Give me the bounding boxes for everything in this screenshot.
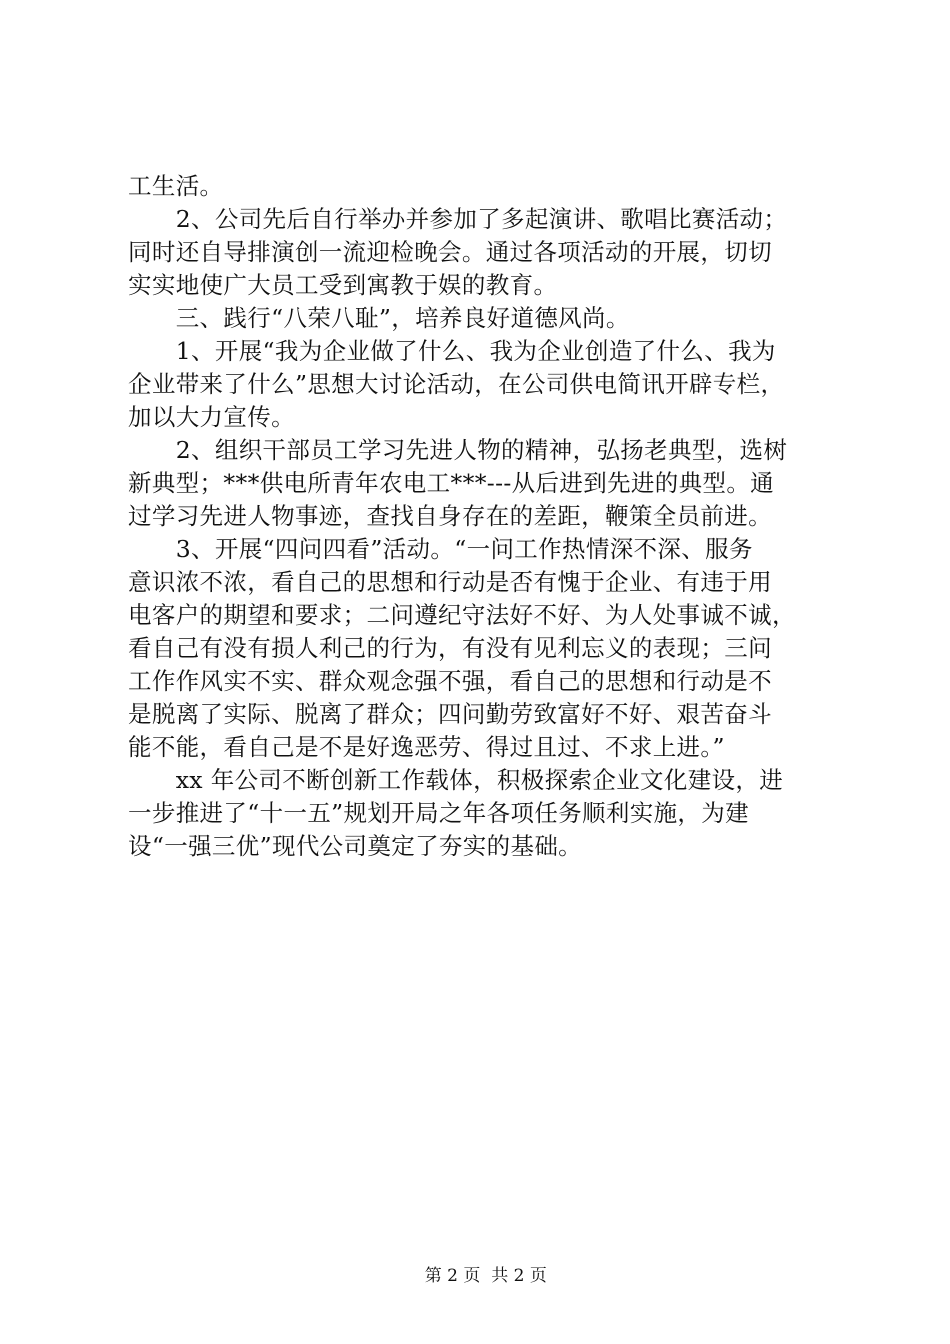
text-line: 实实地使广大员工受到寓教于娱的教育。 <box>128 271 558 299</box>
text-line: 工生活。 <box>128 172 224 200</box>
text-line: 一步推进了“十一五”规划开局之年各项任务顺利实施，为建 <box>128 799 749 827</box>
section-heading: 三、践行“八荣八耻”，培养良好道德风尚。 <box>128 304 630 332</box>
text-line: 能不能，看自己是不是好逸恶劳、得过且过、不求上进。” <box>128 733 725 761</box>
text-line: 设“一强三优”现代公司奠定了夯实的基础。 <box>128 832 583 860</box>
page-footer <box>0 1243 950 1309</box>
text-line: xx 年公司不断创新工作载体，积极探索企业文化建设，进 <box>128 766 784 794</box>
text-line: 电客户的期望和要求；二问遵纪守法好不好、为人处事诚不诚， <box>128 601 796 629</box>
text-line: 看自己有没有损人利己的行为，有没有见利忘义的表现；三问 <box>128 634 772 662</box>
text-line: 是脱离了实际、脱离了群众；四问勤劳致富好不好、艰苦奋斗 <box>128 700 772 728</box>
text-line: 过学习先进人物事迹，查找自身存在的差距，鞭策全员前进。 <box>128 502 772 530</box>
text-line: 同时还自导排演创一流迎检晚会。通过各项活动的开展，切切 <box>128 238 772 266</box>
body-text <box>128 170 828 863</box>
text-line: 2、组织干部员工学习先进人物的精神，弘扬老典型，选树 <box>128 436 788 464</box>
text-line: 2、公司先后自行举办并参加了多起演讲、歌唱比赛活动； <box>128 205 788 233</box>
text-line: 1、开展“我为企业做了什么、我为企业创造了什么、我为 <box>128 337 776 365</box>
text-line: 3、开展“四问四看”活动。“一问工作热情深不深、服务 <box>128 535 753 563</box>
text-line: 企业带来了什么”思想大讨论活动，在公司供电简讯开辟专栏， <box>128 370 785 398</box>
page-number-label: 第 2 页 共 2 页 <box>424 1266 547 1286</box>
text-line: 加以大力宣传。 <box>128 403 295 431</box>
text-line: 新典型；***供电所青年农电工***---从后进到先进的典型。通 <box>128 469 775 497</box>
text-line: 工作作风实不实、群众观念强不强，看自己的思想和行动是不 <box>128 667 772 695</box>
text-line: 意识浓不浓，看自己的思想和行动是否有愧于企业、有违于用 <box>128 568 772 596</box>
